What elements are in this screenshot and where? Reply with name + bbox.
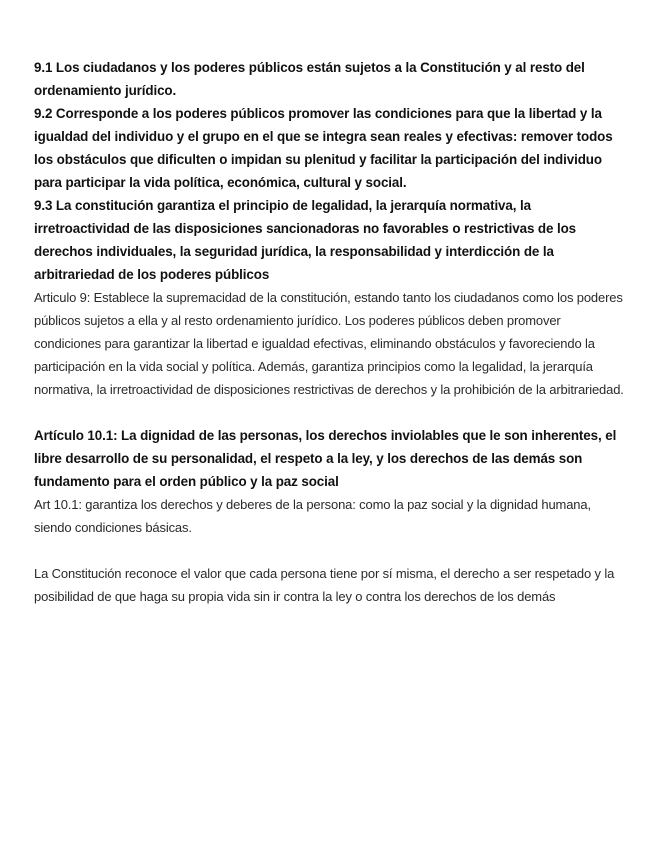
paragraph-art-9-3: 9.3 La constitución garantiza el principio de legalidad, la jerarquía normativa, la irretroactividad de las disposiciones sancionadoras no favorables o restrictivas de los derechos individuales, la seguridad jurídica, la responsabilidad y interdicción de la arbitrariedad de los poderes públicos (34, 198, 577, 282)
paragraph-art-9-1: 9.1 Los ciudadanos y los poderes públicos están sujetos a la Constitución y al resto del ordenamiento jurídico. (34, 60, 585, 98)
paragraph-art-10-1-summary: Art 10.1: garantiza los derechos y deberes de la persona: como la paz social y la dignidad humana, siendo condiciones básicas. (34, 497, 591, 535)
document-body (34, 56, 624, 608)
paragraph-art-9-2: 9.2 Corresponde a los poderes públicos promover las condiciones para que la libertad y la igualdad del individuo y el grupo en el que se integra sean reales y efectivas: remover todos los obstáculos que dificulten o impidan su plenitud y facilitar la participación del individuo para participar la vida política, económica, cultural y social. (34, 106, 613, 190)
paragraph-spacer (34, 401, 624, 424)
paragraph-art-9-summary: Articulo 9: Establece la supremacidad de la constitución, estando tanto los ciudadanos como los poderes públicos sujetos a ella y al resto ordenamiento jurídico. Los poderes públicos deben promover condiciones para garantizar la libertad e igualdad efectivas, eliminando obstáculos y favoreciendo la participación en la vida social y política. Además, garantiza principios como la legalidad, la jerarquía normativa, la irretroactividad de disposiciones restrictivas de derechos y la prohibición de la arbitrariedad. (34, 290, 624, 397)
paragraph-art-10-1: Artículo 10.1: La dignidad de las personas, los derechos inviolables que le son inherentes, el libre desarrollo de su personalidad, el respeto a la ley, y los derechos de las demás son fundamento para el orden público y la paz social (34, 428, 617, 489)
paragraph-spacer (34, 539, 624, 562)
paragraph-dignity-note: La Constitución reconoce el valor que cada persona tiene por sí misma, el derecho a ser respetado y la posibilidad de que haga su propia vida sin ir contra la ley o contra los derechos de los demás (34, 566, 615, 604)
